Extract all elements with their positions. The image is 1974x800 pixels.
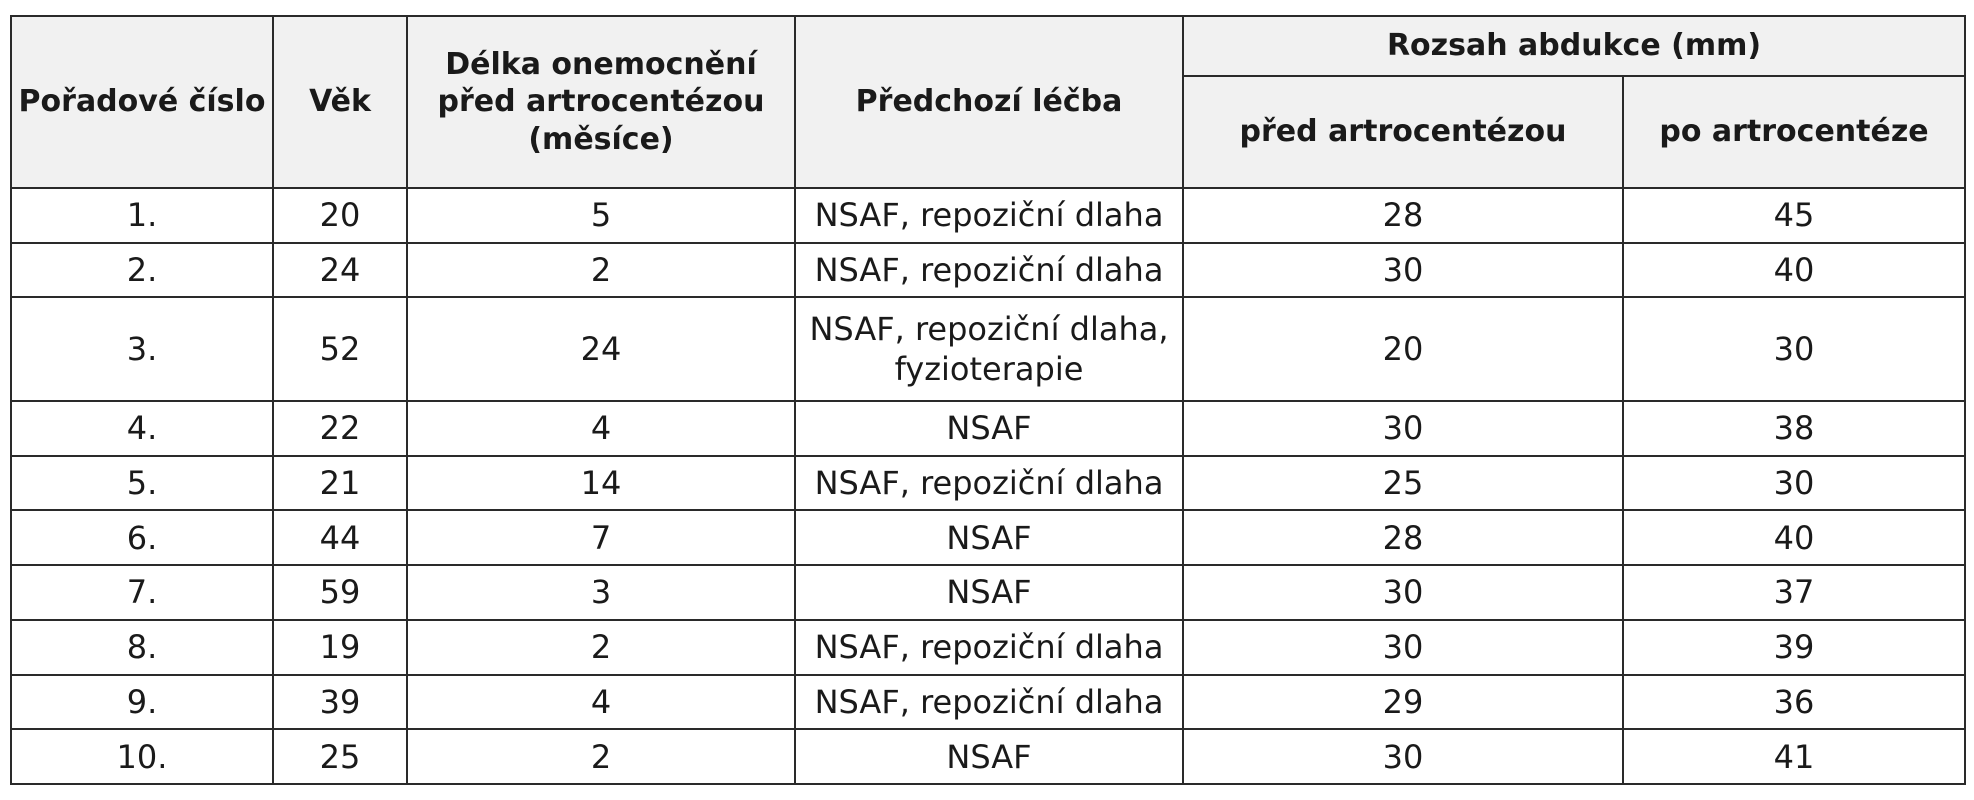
- header-age: Věk: [273, 16, 407, 188]
- cell-after: 41: [1623, 729, 1965, 784]
- cell-order: 8.: [11, 620, 273, 675]
- cell-duration: 4: [407, 675, 795, 730]
- table-row: [11, 675, 1965, 730]
- cell-order: 1.: [11, 188, 273, 243]
- table-row: [11, 188, 1965, 243]
- cell-duration: 3: [407, 565, 795, 620]
- cell-order: 3.: [11, 297, 273, 400]
- cell-treatment: NSAF: [795, 510, 1183, 565]
- cell-duration: 7: [407, 510, 795, 565]
- cell-treatment: NSAF, repoziční dlaha: [795, 456, 1183, 511]
- cell-before: 30: [1183, 565, 1623, 620]
- cell-before: 25: [1183, 456, 1623, 511]
- cell-order: 10.: [11, 729, 273, 784]
- cell-treatment: NSAF, repoziční dlaha: [795, 243, 1183, 298]
- cell-after: 38: [1623, 401, 1965, 456]
- cell-after: 37: [1623, 565, 1965, 620]
- header-before: před artrocentézou: [1183, 76, 1623, 188]
- cell-duration: 2: [407, 620, 795, 675]
- abduction-results-table: [10, 15, 1966, 785]
- header-duration: Délka onemocnění před artrocentézou (měsíce): [407, 16, 795, 188]
- table-row: [11, 243, 1965, 298]
- cell-after: 40: [1623, 243, 1965, 298]
- cell-before: 30: [1183, 243, 1623, 298]
- cell-age: 21: [273, 456, 407, 511]
- cell-before: 28: [1183, 510, 1623, 565]
- cell-age: 39: [273, 675, 407, 730]
- cell-age: 59: [273, 565, 407, 620]
- table-row: [11, 401, 1965, 456]
- cell-order: 9.: [11, 675, 273, 730]
- table-row: [11, 510, 1965, 565]
- cell-order: 6.: [11, 510, 273, 565]
- header-row-top: [11, 16, 1965, 76]
- cell-after: 39: [1623, 620, 1965, 675]
- cell-treatment: NSAF, repoziční dlaha: [795, 675, 1183, 730]
- cell-age: 24: [273, 243, 407, 298]
- cell-order: 5.: [11, 456, 273, 511]
- table-row: [11, 729, 1965, 784]
- cell-after: 30: [1623, 456, 1965, 511]
- header-after: po artrocentéze: [1623, 76, 1965, 188]
- table-row: [11, 620, 1965, 675]
- cell-treatment: NSAF: [795, 401, 1183, 456]
- table-header: [11, 16, 1965, 188]
- cell-after: 36: [1623, 675, 1965, 730]
- cell-duration: 2: [407, 729, 795, 784]
- cell-duration: 14: [407, 456, 795, 511]
- cell-treatment: NSAF, repoziční dlaha, fyzioterapie: [795, 297, 1183, 400]
- cell-age: 52: [273, 297, 407, 400]
- cell-order: 4.: [11, 401, 273, 456]
- header-order: Pořadové číslo: [11, 16, 273, 188]
- cell-before: 30: [1183, 620, 1623, 675]
- cell-age: 19: [273, 620, 407, 675]
- header-treatment: Předchozí léčba: [795, 16, 1183, 188]
- cell-treatment: NSAF, repoziční dlaha: [795, 188, 1183, 243]
- cell-before: 30: [1183, 401, 1623, 456]
- cell-treatment: NSAF: [795, 729, 1183, 784]
- header-abduction-group: Rozsah abdukce (mm): [1183, 16, 1965, 76]
- table-row: [11, 297, 1965, 400]
- cell-age: 44: [273, 510, 407, 565]
- cell-age: 20: [273, 188, 407, 243]
- cell-treatment: NSAF: [795, 565, 1183, 620]
- cell-duration: 24: [407, 297, 795, 400]
- table-row: [11, 456, 1965, 511]
- cell-after: 45: [1623, 188, 1965, 243]
- cell-treatment: NSAF, repoziční dlaha: [795, 620, 1183, 675]
- cell-duration: 4: [407, 401, 795, 456]
- cell-order: 2.: [11, 243, 273, 298]
- cell-age: 22: [273, 401, 407, 456]
- table-row: [11, 565, 1965, 620]
- cell-before: 20: [1183, 297, 1623, 400]
- cell-after: 30: [1623, 297, 1965, 400]
- cell-before: 28: [1183, 188, 1623, 243]
- cell-before: 30: [1183, 729, 1623, 784]
- table-body: [11, 188, 1965, 784]
- cell-before: 29: [1183, 675, 1623, 730]
- cell-order: 7.: [11, 565, 273, 620]
- cell-duration: 5: [407, 188, 795, 243]
- cell-after: 40: [1623, 510, 1965, 565]
- cell-age: 25: [273, 729, 407, 784]
- cell-duration: 2: [407, 243, 795, 298]
